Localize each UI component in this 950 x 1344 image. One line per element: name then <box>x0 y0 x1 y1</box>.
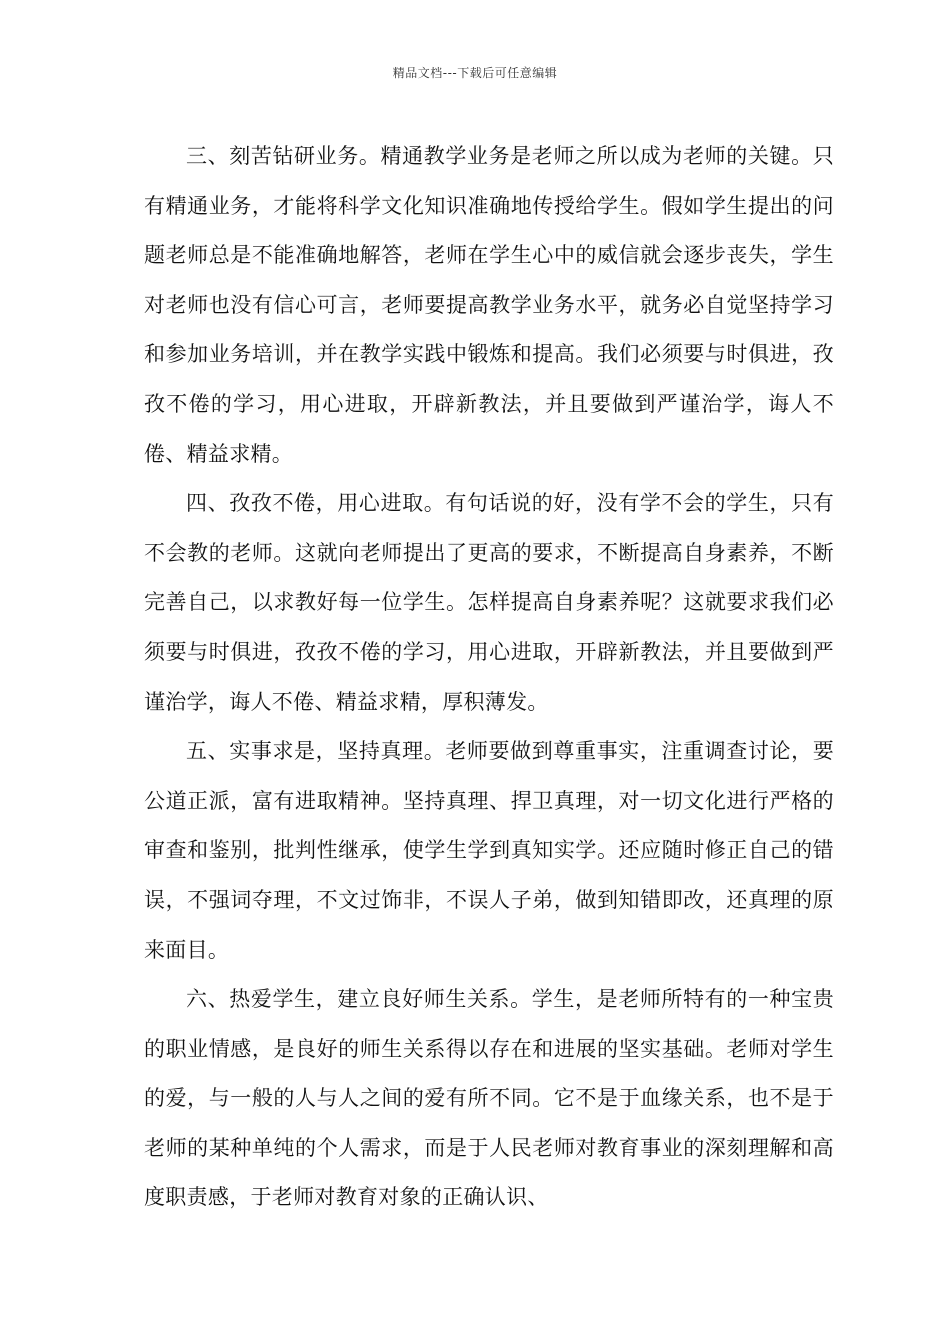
document-body <box>144 132 834 1223</box>
paragraph-6-love-students: 六、热爱学生，建立良好师生关系。学生，是老师所特有的一种宝贵的职业情感，是良好的师生关系得以存在和进展的坚实基础。老师对学生的爱，与一般的人与人之间的爱有所不同。它不是于血缘关系，也不是于老师的某种单纯的个人需求，而是于人民老师对教育事业的深刻理解和高度职责感，于老师对教育对象的正确认识、 <box>144 987 834 1210</box>
paragraph-5-seek-truth: 五、实事求是，坚持真理。老师要做到尊重事实，注重调查讨论，要公道正派，富有进取精神。坚持真理、捍卫真理，对一切文化进行严格的审查和鉴别，批判性继承，使学生学到真知实学。还应随时修正自己的错误，不强词夺理，不文过饰非，不误人子弟，做到知错即改，还真理的原来面目。 <box>144 739 834 962</box>
paragraph-3-business-study: 三、刻苦钻研业务。精通教学业务是老师之所以成为老师的关键。只有精通业务，才能将科学文化知识准确地传授给学生。假如学生提出的问题老师总是不能准确地解答，老师在学生心中的威信就会逐步丧失，学生对老师也没有信心可言，老师要提高教学业务水平，就务必自觉坚持学习和参加业务培训，并在教学实践中锻炼和提高。我们必须要与时俱进，孜孜不倦的学习，用心进取，开辟新教法，并且要做到严谨治学，诲人不倦、精益求精。 <box>144 144 834 466</box>
page-header: 精品文档---下载后可任意编辑 <box>392 66 558 80</box>
paragraph-4-diligent-learning: 四、孜孜不倦，用心进取。有句话说的好，没有学不会的学生，只有不会教的老师。这就向老师提出了更高的要求，不断提高自身素养，不断完善自己，以求教好每一位学生。怎样提高自身素养呢？这就要求我们必须要与时俱进，孜孜不倦的学习，用心进取，开辟新教法，并且要做到严谨治学，诲人不倦、精益求精，厚积薄发。 <box>144 491 834 714</box>
